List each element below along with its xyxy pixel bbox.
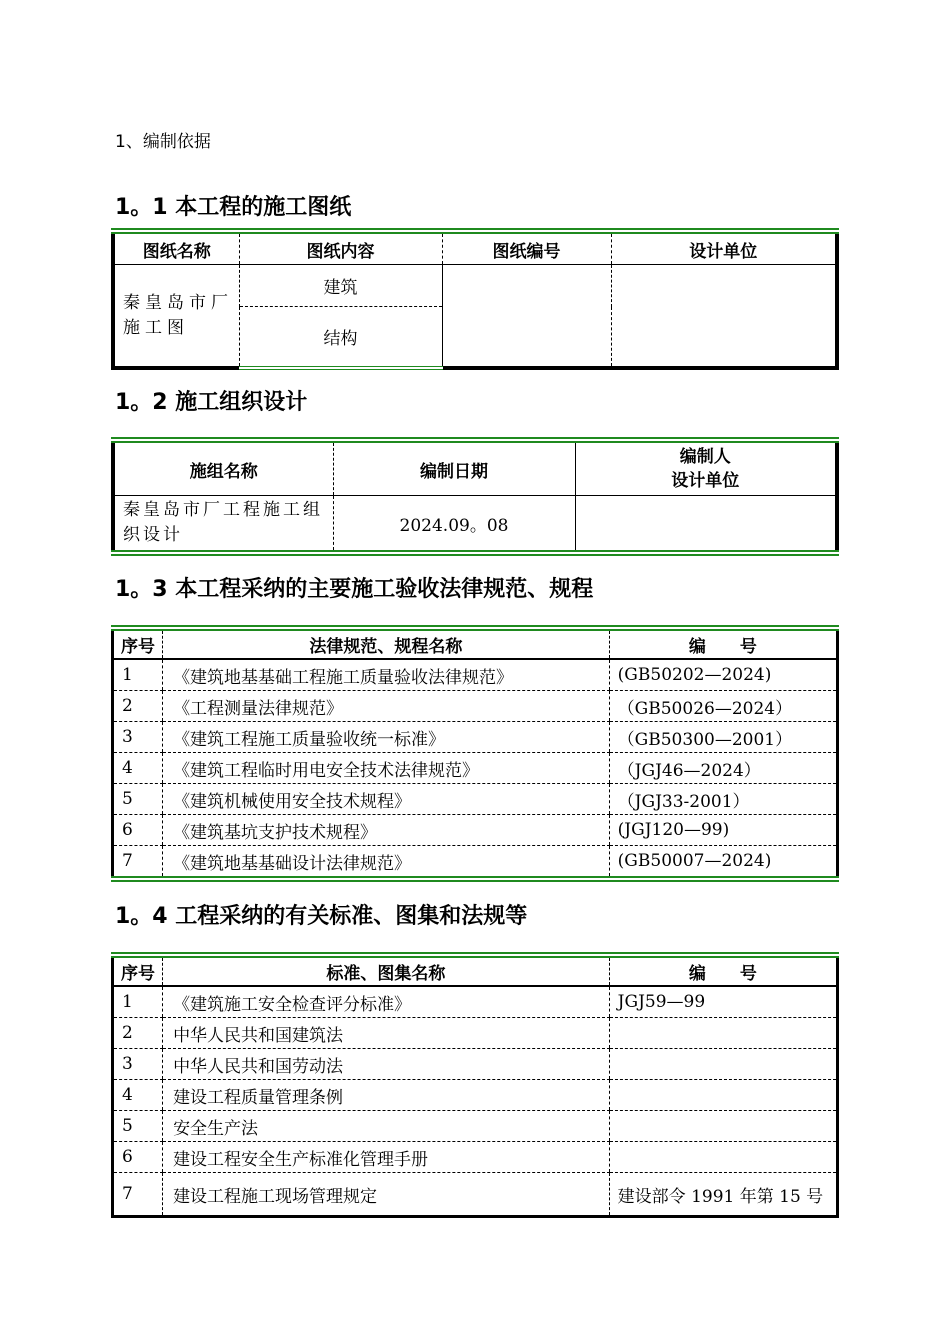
header-code: 编 号 <box>609 628 837 659</box>
regulation-code-cell: （JGJ33-2001） <box>609 784 837 815</box>
regulation-name-cell: 《建筑地基基础工程施工质量验收法律规范》 <box>163 659 610 691</box>
regulation-serial-cell: 5 <box>113 784 163 815</box>
table-row <box>113 784 838 815</box>
table-row <box>113 496 837 554</box>
section-title-drawings: 1。1 本工程的施工图纸 <box>115 195 352 220</box>
standard-name-cell: 中华人民共和国建筑法 <box>163 1018 610 1049</box>
standard-name-cell: 建设工程施工现场管理规定 <box>163 1173 610 1217</box>
standard-name-cell: 《建筑施工安全检查评分标准》 <box>163 986 610 1018</box>
standard-serial-cell: 4 <box>113 1080 163 1111</box>
regulation-serial-cell: 1 <box>113 659 163 691</box>
table-row <box>113 846 838 880</box>
table-row <box>113 1049 838 1080</box>
table-row <box>113 1080 838 1111</box>
regulation-serial-cell: 6 <box>113 815 163 846</box>
regulation-name-cell: 《建筑工程施工质量验收统一标准》 <box>163 722 610 753</box>
standard-code-cell <box>609 1111 837 1142</box>
table-row <box>113 691 838 722</box>
table-row <box>113 722 838 753</box>
table-header-row <box>113 440 837 496</box>
standard-serial-cell: 1 <box>113 986 163 1018</box>
header-compile-date: 编制日期 <box>333 440 575 496</box>
plan-name-cell: 秦皇岛市厂工程施工组织设计 <box>123 500 323 545</box>
compiler-cell <box>575 496 837 554</box>
regulation-serial-cell: 3 <box>113 722 163 753</box>
standard-code-cell <box>609 1080 837 1111</box>
standard-code-cell: JGJ59—99 <box>609 986 837 1018</box>
content-structure: 结构 <box>239 307 442 369</box>
compile-date-cell: 2024.09。08 <box>333 496 575 554</box>
regulation-serial-cell: 2 <box>113 691 163 722</box>
standard-serial-cell: 5 <box>113 1111 163 1142</box>
standard-serial-cell: 2 <box>113 1018 163 1049</box>
header-design-unit: 设计单位 <box>611 231 837 265</box>
table-row <box>113 1018 838 1049</box>
regulation-name-cell: 《建筑地基基础设计法律规范》 <box>163 846 610 880</box>
header-drawing-number: 图纸编号 <box>442 231 611 265</box>
table-row <box>113 659 838 691</box>
standard-name-cell: 建设工程安全生产标准化管理手册 <box>163 1142 610 1173</box>
regulation-name-cell: 《建筑基坑支护技术规程》 <box>163 815 610 846</box>
table-row <box>113 1142 838 1173</box>
regulation-code-cell: (GB50007—2024) <box>609 846 837 880</box>
section-title-regulations: 1。3 本工程采纳的主要施工验收法律规范、规程 <box>115 577 594 602</box>
header-standard-name: 标准、图集名称 <box>163 955 610 986</box>
section-title-construction-design: 1。2 施工组织设计 <box>115 390 308 415</box>
header-serial: 序号 <box>113 955 163 986</box>
header-drawing-name: 图纸名称 <box>113 231 239 265</box>
standard-code-cell <box>609 1018 837 1049</box>
regulation-name-cell: 《建筑工程临时用电安全技术法律规范》 <box>163 753 610 784</box>
regulation-serial-cell: 7 <box>122 851 133 871</box>
regulation-code-cell: （GB50026—2024） <box>609 691 837 722</box>
table-row <box>113 1111 838 1142</box>
standards-table <box>111 952 839 1218</box>
table-header-row <box>113 628 838 659</box>
header-compiler-label: 编制人 <box>679 447 731 467</box>
table-header-row <box>113 231 837 265</box>
drawing-name-cell: 秦皇岛市厂施工图 <box>123 293 233 338</box>
construction-design-table <box>111 437 839 556</box>
standard-code-cell: 建设部令 1991 年第 15 号 <box>609 1173 837 1217</box>
regulation-code-cell: （GB50300—2001） <box>609 722 837 753</box>
header-plan-name: 施组名称 <box>113 440 333 496</box>
standard-serial-cell: 6 <box>113 1142 163 1173</box>
table-header-row <box>113 955 838 986</box>
table-row <box>113 753 838 784</box>
standard-code-cell <box>609 1049 837 1080</box>
standard-serial-cell: 7 <box>122 1184 133 1204</box>
content-architecture: 建筑 <box>239 265 442 307</box>
regulation-name-cell: 《工程测量法律规范》 <box>163 691 610 722</box>
table-row <box>113 986 838 1018</box>
standard-name-cell: 中华人民共和国劳动法 <box>163 1049 610 1080</box>
standard-name-cell: 安全生产法 <box>163 1111 610 1142</box>
regulation-code-cell: （JGJ46—2024） <box>609 753 837 784</box>
header-serial: 序号 <box>113 628 163 659</box>
regulation-code-cell: (GB50202—2024) <box>609 659 837 691</box>
table-row <box>113 815 838 846</box>
document-heading: 1、编制依据 <box>115 132 211 152</box>
header-compiler <box>575 440 837 496</box>
standard-serial-cell: 3 <box>113 1049 163 1080</box>
header-regulation-name: 法律规范、规程名称 <box>163 628 610 659</box>
regulation-name-cell: 《建筑机械使用安全技术规程》 <box>163 784 610 815</box>
table-row <box>113 265 837 307</box>
regulation-serial-cell: 4 <box>113 753 163 784</box>
header-code: 编 号 <box>609 955 837 986</box>
section-title-standards: 1。4 工程采纳的有关标准、图集和法规等 <box>115 904 528 929</box>
standard-name-cell: 建设工程质量管理条例 <box>163 1080 610 1111</box>
header-design-unit-label: 设计单位 <box>671 471 740 491</box>
drawing-number-cell <box>442 265 611 369</box>
table-row <box>113 1173 838 1217</box>
standard-code-cell <box>609 1142 837 1173</box>
regulations-table <box>111 625 839 882</box>
header-drawing-content: 图纸内容 <box>239 231 442 265</box>
drawings-table <box>111 228 839 370</box>
design-unit-cell <box>611 265 837 369</box>
regulation-code-cell: (JGJ120—99) <box>609 815 837 846</box>
